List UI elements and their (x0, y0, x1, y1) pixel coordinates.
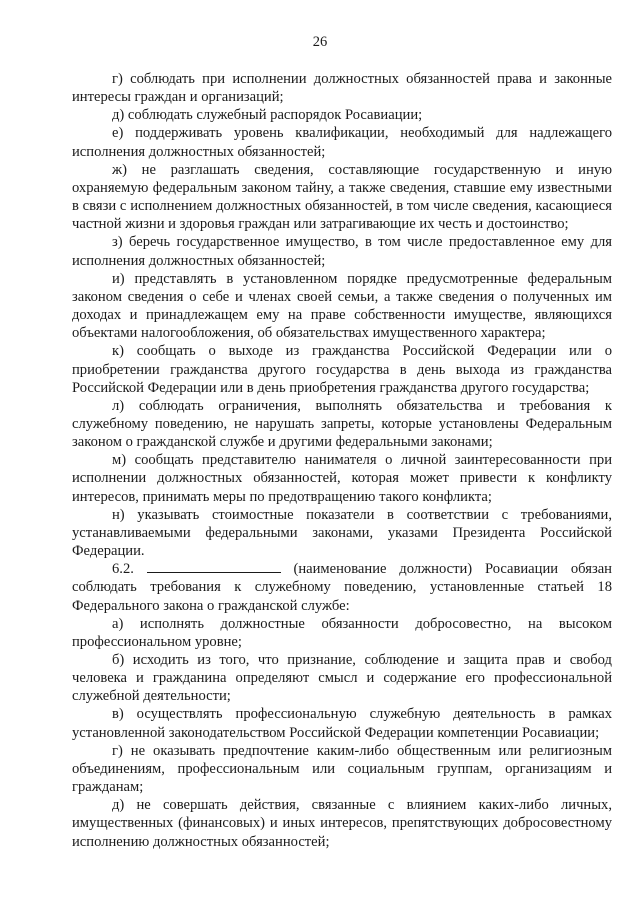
paragraph-a: а) исполнять должностные обязанности добросовестно, на высоком профессиональном уровне; (72, 615, 612, 650)
paragraph-d: д) соблюдать служебный распорядок Росавиации; (112, 107, 423, 124)
paragraph-z: з) беречь государственное имущество, в том числе предоставленное ему для исполнения должностных обязанностей; (72, 234, 612, 269)
paragraph-e: е) поддерживать уровень квалификации, необходимый для надлежащего исполнения должностных обязанностей; (72, 125, 612, 160)
section-6-2 (72, 560, 612, 614)
paragraph-g: г) соблюдать при исполнении должностных обязанностей права и законные интересы граждан и организаций; (72, 71, 612, 106)
paragraph-l: л) соблюдать ограничения, выполнять обязательства и требования к служебному поведению, не нарушать запреты, которые установлены Федеральным законом о гражданской службе и другими федеральными законами; (72, 397, 612, 451)
section-number: 6.2. (112, 561, 134, 578)
paragraph-n: н) указывать стоимостные показатели в соответствии с требованиями, устанавливаемыми федеральными законами, указами Президента Российской Федерации. (72, 506, 612, 560)
page-number: 26 (312, 34, 328, 50)
paragraph-v: в) осуществлять профессиональную служебную деятельность в рамках установленной законодательством Российской Федерации компетенции Росавиации; (72, 706, 612, 741)
paragraph-g2: г) не оказывать предпочтение каким-либо общественным или религиозным объединениям, профессиональным или социальным группам, организациям и гражданам; (72, 742, 612, 796)
paragraph-d2: д) не совершать действия, связанные с влиянием каких-либо личных, имущественных (финансовых) и иных интересов, препятствующих добросовестному исполнению должностных обязанностей; (72, 797, 612, 850)
paragraph-k: к) сообщать о выходе из гражданства Российской Федерации или о приобретении гражданства другого государства в день выхода из гражданства Российской Федерации или в день приобретения гражданства другого государства; (72, 343, 612, 396)
paragraph-b: б) исходить из того, что признание, соблюдение и защита прав и свобод человека и гражданина определяют смысл и содержание его профессиональной служебной деятельности; (72, 652, 612, 705)
section-text: (наименование должности) Росавиации обязан соблюдать требования к служебному поведению, установленные статьей 18 Федерального закона о гражданской службе: (72, 561, 612, 614)
paragraph-i: и) представлять в установленном порядке предусмотренные федеральным законом сведения о себе и членах своей семьи, а также сведения о полученных им доходах и принадлежащем ему на праве собственности имуществе, являющихся объектами налогообложения, об обязательствах имущественного характера; (72, 270, 612, 342)
document-body (72, 70, 612, 851)
paragraph-zh: ж) не разглашать сведения, составляющие государственную и иную охраняемую федеральным законом тайну, а также сведения, ставшие ему известными в связи с исполнением должностных обязанностей, в том числе сведения, касающиеся частной жизни и здоровья граждан или затрагивающие их честь и достоинство; (72, 161, 612, 233)
paragraph-m: м) сообщать представителю нанимателя о личной заинтересованности при исполнении должностных обязанностей, которая может привести к конфликту интересов, принимать меры по предотвращению такого конфликта; (72, 452, 612, 505)
position-name-blank (147, 560, 281, 573)
